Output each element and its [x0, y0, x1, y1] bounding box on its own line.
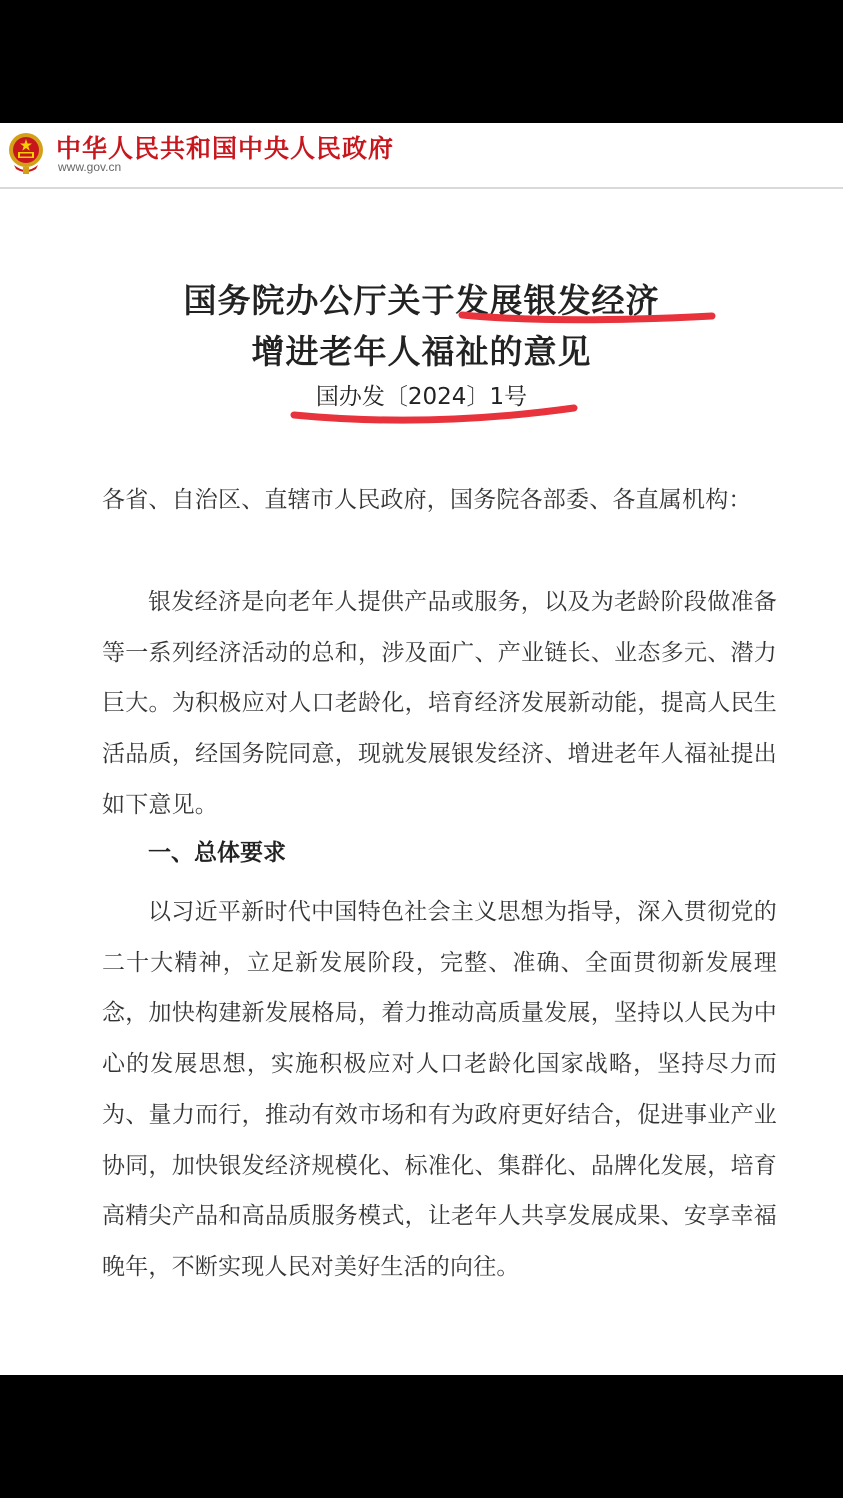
national-emblem-icon	[6, 129, 46, 175]
section-heading-1: 一、总体要求	[148, 840, 286, 866]
document-page	[0, 123, 843, 1375]
document-title-line2: 增进老年人福祉的意见	[251, 332, 592, 371]
bottom-black-bar	[0, 1375, 843, 1498]
paragraph-1: 银发经济是向老年人提供产品或服务，以及为老龄阶段做准备等一系列经济活动的总和，涉及面广、产业链长、业态多元、潜力巨大。为积极应对人口老龄化，培育经济发展新动能，提高人民生活品质，经国务院同意，现就发展银发经济、增进老年人福祉提出如下意见。	[102, 589, 777, 818]
site-name[interactable]: 中华人民共和国中央人民政府	[56, 134, 395, 163]
site-header	[0, 123, 843, 189]
paragraph-2: 以习近平新时代中国特色社会主义思想为指导，深入贯彻党的二十大精神，立足新发展阶段，完整、准确、全面贯彻新发展理念，加快构建新发展格局，着力推动高质量发展，坚持以人民为中心的发展思想，实施积极应对人口老龄化国家战略，坚持尽力而为、量力而行，推动有效市场和有为政府更好结合，促进事业产业协同，加快银发经济规模化、标准化、集群化、品牌化发展，培育高精尖产品和高品质服务模式，让老年人共享发展成果、安享幸福晚年，不断实现人民对美好生活的向往。	[102, 899, 777, 1280]
salutation: 各省、自治区、直辖市人民政府，国务院各部委、各直属机构：	[102, 487, 752, 513]
site-url[interactable]: www.gov.cn	[58, 160, 122, 174]
document-number: 国办发〔2024〕1号	[315, 384, 528, 410]
document-title-line1: 国务院办公厅关于发展银发经济	[183, 281, 660, 320]
top-black-bar	[0, 0, 843, 123]
